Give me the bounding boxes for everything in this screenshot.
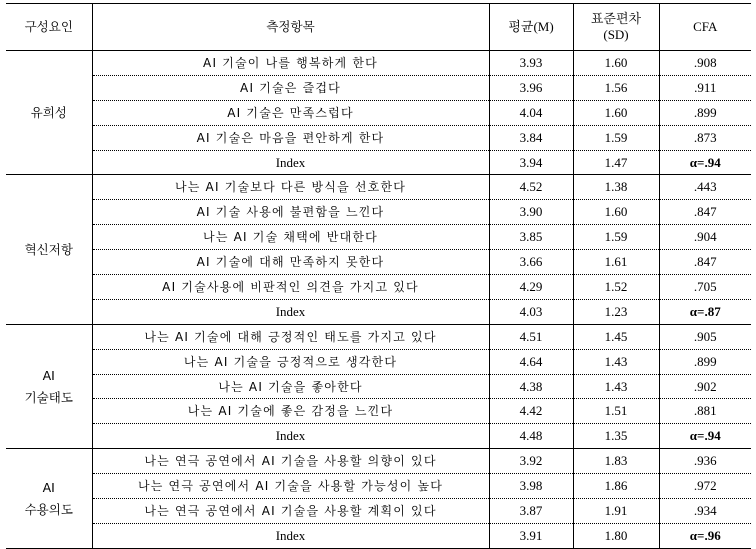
- table-row: [6, 75, 751, 100]
- table-row: [6, 175, 751, 200]
- alpha-value: α=.87: [659, 299, 751, 324]
- component-label-line: 기술태도: [24, 389, 73, 405]
- cfa-value: .899: [659, 349, 751, 374]
- item-text: AI 기술은 만족스럽다: [92, 100, 489, 125]
- table-row: [6, 474, 751, 499]
- sd-value: 1.43: [573, 374, 659, 399]
- header-component: 구성요인: [6, 4, 92, 51]
- item-text: 나는 AI 기술을 좋아한다: [92, 374, 489, 399]
- mean-value: 3.98: [489, 474, 573, 499]
- table-row: [6, 449, 751, 474]
- sd-value: 1.56: [573, 75, 659, 100]
- header-row: [6, 4, 751, 51]
- item-text: 나는 AI 기술보다 다른 방식을 선호한다: [92, 175, 489, 200]
- mean-value: 3.90: [489, 200, 573, 225]
- item-text: AI 기술은 즐겁다: [92, 75, 489, 100]
- sd-value: 1.80: [573, 523, 659, 548]
- cfa-value: .881: [659, 399, 751, 424]
- item-text: AI 기술사용에 비판적인 의견을 가지고 있다: [92, 275, 489, 300]
- sd-value: 1.59: [573, 225, 659, 250]
- cfa-value: .705: [659, 275, 751, 300]
- component-label: [6, 175, 92, 324]
- mean-value: 3.84: [489, 125, 573, 150]
- index-label: Index: [92, 523, 489, 548]
- table-row: [6, 374, 751, 399]
- sd-value: 1.43: [573, 349, 659, 374]
- item-text: 나는 AI 기술에 대해 긍정적인 태도를 가지고 있다: [92, 324, 489, 349]
- table-row: [6, 100, 751, 125]
- cfa-value: .847: [659, 200, 751, 225]
- header-sd: [573, 4, 659, 51]
- component-label-line: AI: [42, 367, 55, 383]
- index-label: Index: [92, 150, 489, 175]
- header-mean: 평균(M): [489, 4, 573, 51]
- item-text: AI 기술 사용에 불편함을 느낀다: [92, 200, 489, 225]
- cfa-value: .911: [659, 75, 751, 100]
- component-label-line: 수용의도: [24, 501, 73, 517]
- table-row: [6, 225, 751, 250]
- cfa-value: .934: [659, 499, 751, 524]
- sd-value: 1.52: [573, 275, 659, 300]
- table-row: [6, 324, 751, 349]
- sd-value: 1.47: [573, 150, 659, 175]
- item-text: 나는 AI 기술을 긍정적으로 생각한다: [92, 349, 489, 374]
- item-text: AI 기술은 마음을 편안하게 한다: [92, 125, 489, 150]
- component-label-line: AI: [42, 479, 55, 495]
- cfa-value: .936: [659, 449, 751, 474]
- table-row: [6, 349, 751, 374]
- index-row: [6, 150, 751, 175]
- item-text: AI 기술에 대해 만족하지 못한다: [92, 250, 489, 275]
- cfa-value: .905: [659, 324, 751, 349]
- mean-value: 4.03: [489, 299, 573, 324]
- component-label: [6, 324, 92, 448]
- sd-value: 1.38: [573, 175, 659, 200]
- mean-value: 3.66: [489, 250, 573, 275]
- index-label: Index: [92, 424, 489, 449]
- item-text: 나는 연극 공연에서 AI 기술을 사용할 의향이 있다: [92, 449, 489, 474]
- mean-value: 4.04: [489, 100, 573, 125]
- component-label: [6, 449, 92, 549]
- header-cfa: CFA: [659, 4, 751, 51]
- table-row: [6, 51, 751, 76]
- measurement-table-container: [6, 3, 751, 549]
- index-row: [6, 424, 751, 449]
- sd-value: 1.60: [573, 100, 659, 125]
- mean-value: 4.64: [489, 349, 573, 374]
- cfa-value: .908: [659, 51, 751, 76]
- mean-value: 3.93: [489, 51, 573, 76]
- index-row: [6, 523, 751, 548]
- mean-value: 4.48: [489, 424, 573, 449]
- alpha-value: α=.94: [659, 424, 751, 449]
- table-row: [6, 399, 751, 424]
- mean-value: 4.38: [489, 374, 573, 399]
- table-row: [6, 200, 751, 225]
- item-text: 나는 연극 공연에서 AI 기술을 사용할 가능성이 높다: [92, 474, 489, 499]
- component-label-line: 혁신저항: [24, 241, 73, 257]
- mean-value: 4.42: [489, 399, 573, 424]
- table-body: [6, 51, 751, 549]
- sd-value: 1.91: [573, 499, 659, 524]
- component-label-line: 유희성: [30, 104, 67, 120]
- mean-value: 3.85: [489, 225, 573, 250]
- item-text: 나는 연극 공연에서 AI 기술을 사용할 계획이 있다: [92, 499, 489, 524]
- mean-value: 3.92: [489, 449, 573, 474]
- cfa-value: .873: [659, 125, 751, 150]
- sd-value: 1.83: [573, 449, 659, 474]
- cfa-value: .972: [659, 474, 751, 499]
- table-row: [6, 275, 751, 300]
- sd-value: 1.60: [573, 200, 659, 225]
- sd-value: 1.45: [573, 324, 659, 349]
- mean-value: 4.52: [489, 175, 573, 200]
- sd-value: 1.51: [573, 399, 659, 424]
- header-sd-line1: 표준편차: [590, 11, 642, 26]
- cfa-value: .847: [659, 250, 751, 275]
- sd-value: 1.60: [573, 51, 659, 76]
- cfa-value: .899: [659, 100, 751, 125]
- item-text: 나는 AI 기술에 좋은 감정을 느낀다: [92, 399, 489, 424]
- component-label: [6, 51, 92, 175]
- mean-value: 4.29: [489, 275, 573, 300]
- cfa-value: .443: [659, 175, 751, 200]
- alpha-value: α=.96: [659, 523, 751, 548]
- item-text: 나는 AI 기술 채택에 반대한다: [92, 225, 489, 250]
- mean-value: 3.96: [489, 75, 573, 100]
- sd-value: 1.59: [573, 125, 659, 150]
- sd-value: 1.35: [573, 424, 659, 449]
- measurement-table: [6, 3, 751, 549]
- table-row: [6, 499, 751, 524]
- mean-value: 3.87: [489, 499, 573, 524]
- cfa-value: .904: [659, 225, 751, 250]
- table-row: [6, 125, 751, 150]
- index-row: [6, 299, 751, 324]
- cfa-value: .902: [659, 374, 751, 399]
- alpha-value: α=.94: [659, 150, 751, 175]
- mean-value: 3.91: [489, 523, 573, 548]
- sd-value: 1.61: [573, 250, 659, 275]
- table-row: [6, 250, 751, 275]
- sd-value: 1.23: [573, 299, 659, 324]
- header-item: 측정항목: [92, 4, 489, 51]
- mean-value: 3.94: [489, 150, 573, 175]
- index-label: Index: [92, 299, 489, 324]
- sd-value: 1.86: [573, 474, 659, 499]
- header-sd-line2: (SD): [603, 27, 629, 42]
- mean-value: 4.51: [489, 324, 573, 349]
- item-text: AI 기술이 나를 행복하게 한다: [92, 51, 489, 76]
